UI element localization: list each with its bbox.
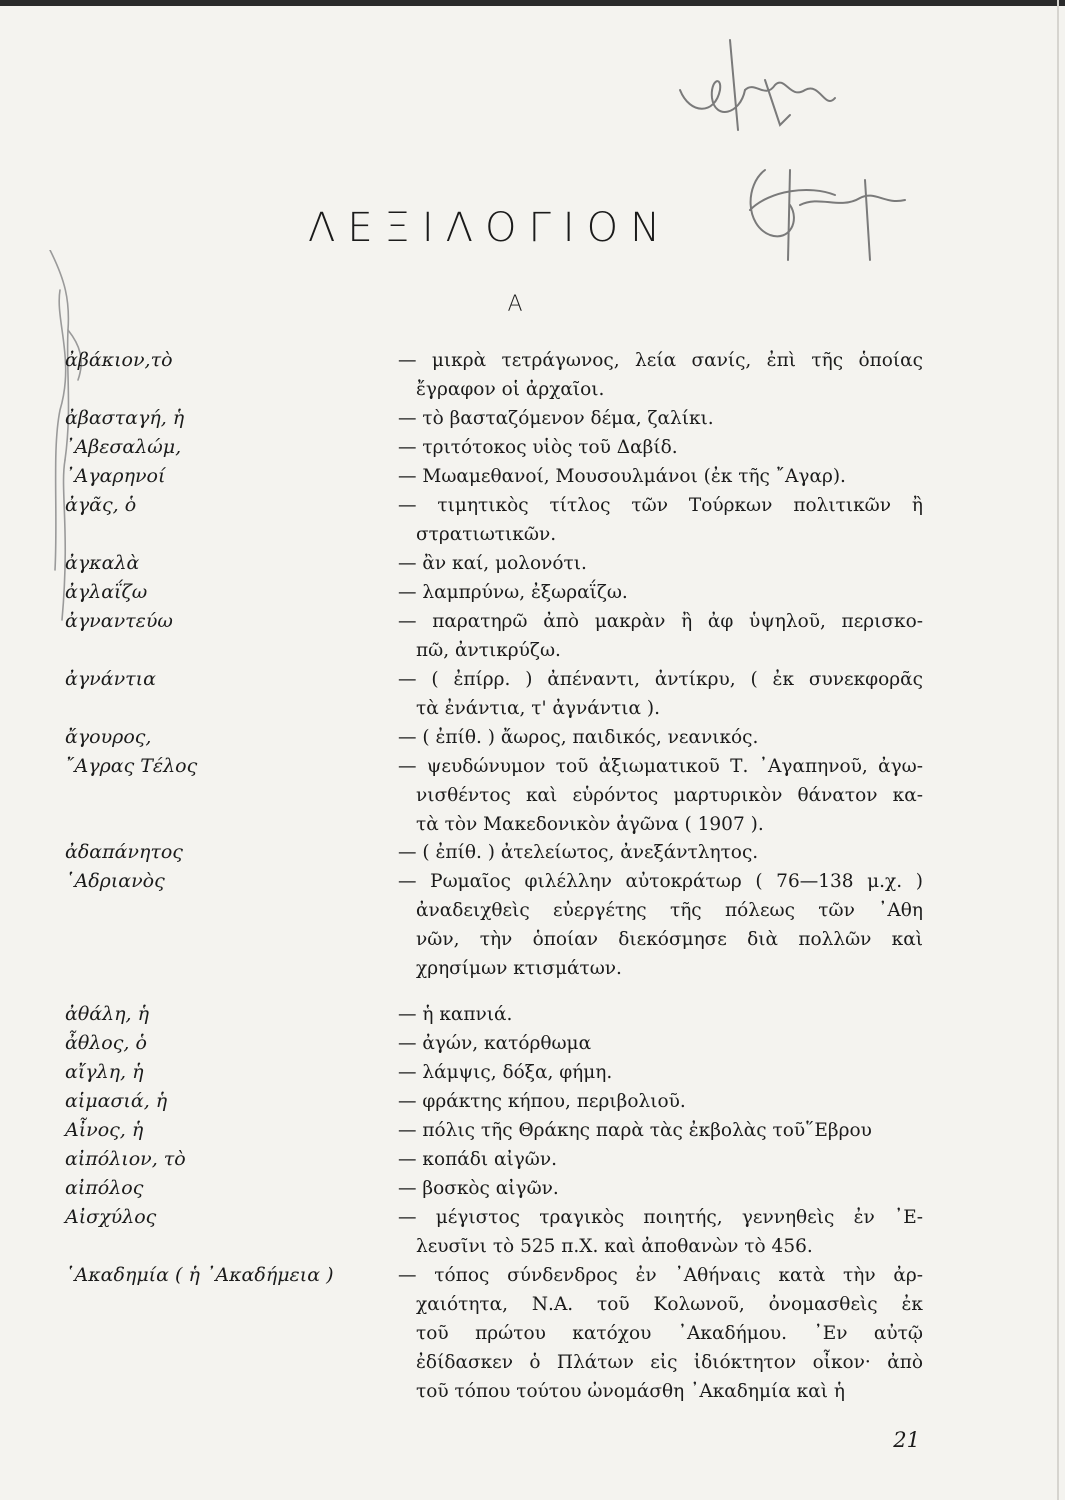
entry-term: ἀγναντεύω xyxy=(65,610,173,632)
entry-definition xyxy=(398,1116,923,1145)
entry-term: ἀβάκιον,τὸ xyxy=(65,349,173,371)
entry-definition xyxy=(398,1261,923,1406)
definition-line: — πόλις τῆς Θράκης παρὰ τὰς ἐκβολὰς τοῦ῞Εβρου xyxy=(398,1120,872,1141)
entry-term: ἀγᾶς, ὁ xyxy=(65,494,137,516)
entry-definition xyxy=(398,462,923,491)
entry-term: Αἰσχύλος xyxy=(65,1206,157,1228)
entry-definition xyxy=(398,867,923,983)
definition-line: — ἂν καί, μολονότι. xyxy=(398,553,587,574)
entry-definition xyxy=(398,433,923,462)
entry-term: ᾿Αβεσαλώμ, xyxy=(65,436,182,458)
definition-line: πῶ, ἀντικρύζω. xyxy=(416,640,561,661)
definition-line: — ψευδώνυμον τοῦ ἀξιωματικοῦ Τ. ᾿Αγαπηνοῦ, ἀγω- xyxy=(398,756,923,777)
definition-line: χρησίμων κτισμάτων. xyxy=(416,958,622,979)
definition-line: — τριτότοκος υἱὸς τοῦ Δαβίδ. xyxy=(398,437,678,458)
definition-line: χαιότητα, Ν.Α. τοῦ Κολωνοῦ, ὀνομασθεὶς ἐκ xyxy=(416,1294,923,1315)
entry-definition xyxy=(398,665,923,723)
definition-line: — Μωαμεθανοί, Μουσουλμάνοι (ἐκ τῆς ῎Αγαρ). xyxy=(398,466,846,487)
definition-line: — βοσκὸς αἰγῶν. xyxy=(398,1178,559,1199)
definition-line: — κοπάδι αἰγῶν. xyxy=(398,1149,558,1170)
definition-line: — μικρὰ τετράγωνος, λεία σανίς, ἐπὶ τῆς ὁποίας xyxy=(398,350,923,371)
entry-term: αἴγλη, ἡ xyxy=(65,1061,144,1083)
page-title: ΛΕΞΙΛΟΓΙΟΝ xyxy=(307,205,673,251)
page-number: 21 xyxy=(893,1428,920,1452)
entry-term: αἱμασιά, ἡ xyxy=(65,1090,168,1112)
definition-line: τὰ ἐνάντια, τ' ἀγνάντια ). xyxy=(416,698,660,719)
entry-definition xyxy=(398,491,923,549)
definition-line: — τὸ βασταζόμενον δέμα, ζαλίκι. xyxy=(398,408,714,429)
definition-line: ἐδίδασκεν ὁ Πλάτων εἰς ἰδιόκτητον οἶκον· ἀπὸ xyxy=(416,1352,923,1373)
entry-term: ἀγλαΐζω xyxy=(65,581,148,603)
entry-definition xyxy=(398,723,923,752)
entry-term: ἀθάλη, ἡ xyxy=(65,1003,149,1025)
definition-line: ἀναδειχθεὶς εὐεργέτης τῆς πόλεως τῶν ᾿Αθη xyxy=(416,900,923,921)
entry-definition xyxy=(398,578,923,607)
entry-term: ᾿Αγαρηνοί xyxy=(65,465,166,487)
entry-definition xyxy=(398,1174,923,1203)
definition-line: στρατιωτικῶν. xyxy=(416,524,557,545)
definition-line: τὰ τὸν Μακεδονικὸν ἀγῶνα ( 1907 ). xyxy=(416,814,764,835)
entry-definition xyxy=(398,1145,923,1174)
definition-line: — Ρωμαῖος φιλέλλην αὐτοκράτωρ ( 76—138 μ.χ. ) xyxy=(398,871,923,892)
entry-term: ἀγκαλὰ xyxy=(65,552,140,574)
scan-top-edge xyxy=(0,0,1065,6)
entry-definition xyxy=(398,1087,923,1116)
entry-definition xyxy=(398,838,923,867)
entry-definition xyxy=(398,1058,923,1087)
entry-term: ἀβασταγή, ἡ xyxy=(65,407,185,429)
scan-right-edge xyxy=(1057,0,1059,1500)
definition-line: — παρατηρῶ ἀπὸ μακρὰν ἢ ἀφ ὑψηλοῦ, περισκο- xyxy=(398,611,923,632)
entry-definition xyxy=(398,549,923,578)
entry-term: αἰπόλος xyxy=(65,1177,144,1199)
entry-term: ῎Αγρας Τέλος xyxy=(65,755,198,777)
entry-term: ῾Αδριανὸς xyxy=(65,870,165,892)
entry-term: ἆθλος, ὁ xyxy=(65,1032,147,1054)
entry-definition xyxy=(398,607,923,665)
definition-line: — ( ἐπίθ. ) ἄωρος, παιδικός, νεανικός. xyxy=(398,727,759,748)
entry-term: αἰπόλιον, τὸ xyxy=(65,1148,186,1170)
definition-line: νισθέντος καὶ εὑρόντος μαρτυρικὸν θάνατον κα- xyxy=(416,785,923,806)
definition-line: τοῦ πρώτου κατόχου ᾿Ακαδήμου. ᾿Εν αὐτῷ xyxy=(416,1323,923,1344)
entry-term: Αἶνος, ἡ xyxy=(65,1119,144,1141)
definition-line: λευσῖνι τὸ 525 π.Χ. καὶ ἀποθανὼν τὸ 456. xyxy=(416,1236,813,1257)
entry-definition xyxy=(398,1029,923,1058)
entry-definition xyxy=(398,752,923,839)
section-letter: Α xyxy=(507,292,523,317)
entry-term: ἄγουρος, xyxy=(65,726,152,748)
entry-definition xyxy=(398,346,923,404)
definition-line: νῶν, τὴν ὁποίαν διεκόσμησε διὰ πολλῶν καὶ xyxy=(416,929,923,950)
definition-line: — τόπος σύνδενδρος ἐν ᾿Αθήναις κατὰ τὴν ἀρ- xyxy=(398,1265,923,1286)
entry-definition xyxy=(398,404,923,433)
definition-line: — ἀγών, κατόρθωμα xyxy=(398,1033,592,1054)
definition-line: — ἡ καπνιά. xyxy=(398,1004,513,1025)
definition-line: — φράκτης κήπου, περιβολιοῦ. xyxy=(398,1091,686,1112)
definition-line: — ( ἐπίθ. ) ἀτελείωτος, ἀνεξάντλητος. xyxy=(398,842,759,863)
entry-definition xyxy=(398,1000,923,1029)
entry-term: ἀδαπάνητος xyxy=(65,841,183,863)
definition-line: τοῦ τόπου τούτου ὠνομάσθη ᾿Ακαδημία καὶ ἡ xyxy=(416,1381,845,1402)
definition-line: — λαμπρύνω, ἐξωραΐζω. xyxy=(398,582,628,603)
definition-line: — ( ἐπίρρ. ) ἀπέναντι, ἀντίκρυ, ( ἐκ συνεκφορᾶς xyxy=(398,669,923,690)
entry-term: ἀγνάντια xyxy=(65,668,156,690)
definition-line: — μέγιστος τραγικὸς ποιητής, γεννηθεὶς ἐν ᾿Ε- xyxy=(398,1207,923,1228)
definition-line: ἔγραφον οἱ ἀρχαῖοι. xyxy=(416,379,605,400)
entry-definition xyxy=(398,1203,923,1261)
definition-line: — τιμητικὸς τίτλος τῶν Τούρκων πολιτικῶν ἢ xyxy=(398,495,923,516)
definition-line: — λάμψις, δόξα, φήμη. xyxy=(398,1062,613,1083)
entry-term: ῾Ακαδημία ( ἡ ᾿Ακαδήμεια ) xyxy=(65,1264,334,1286)
